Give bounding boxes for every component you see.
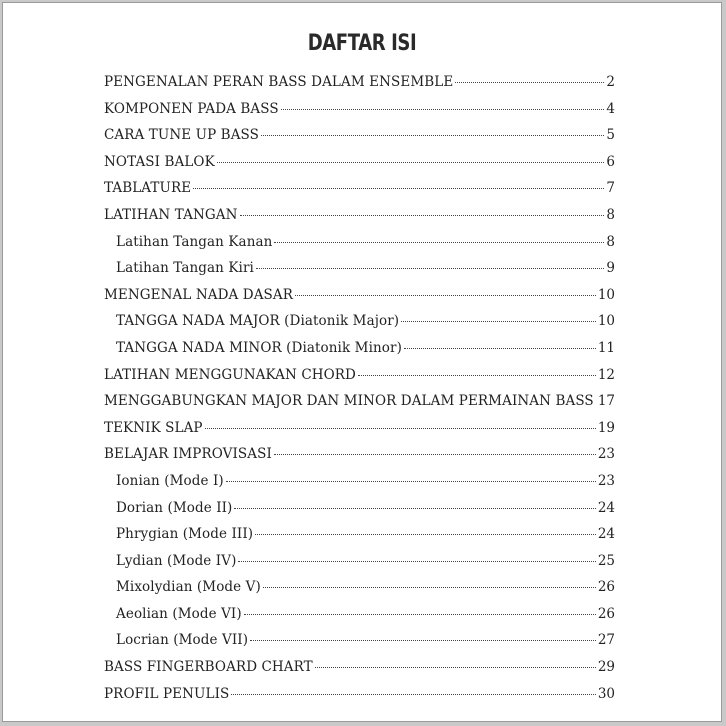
toc-entry-page-number: 29: [597, 659, 615, 676]
toc-entry[interactable]: [104, 415, 615, 442]
toc-entry-page-number: 5: [606, 127, 615, 144]
toc-entry[interactable]: [104, 175, 615, 202]
toc-entry-page-number: 23: [597, 446, 615, 463]
toc-entry[interactable]: [104, 69, 615, 96]
toc-entry-label: Lydian (Mode IV): [116, 552, 237, 569]
toc-entry[interactable]: [104, 96, 615, 123]
toc-entry-label: LATIHAN TANGAN: [104, 206, 238, 223]
toc-entry[interactable]: [104, 362, 615, 389]
dot-leader: [234, 508, 595, 509]
toc-entry-page-number: 30: [597, 685, 615, 702]
dot-leader: [205, 428, 596, 429]
toc-entry-page-number: 11: [597, 339, 615, 356]
toc-entry[interactable]: [104, 468, 615, 495]
dot-leader: [193, 188, 604, 189]
dot-leader: [255, 534, 596, 535]
dot-leader: [238, 561, 595, 562]
toc-entry[interactable]: [104, 495, 615, 522]
toc-entry[interactable]: [104, 521, 615, 548]
dot-leader: [401, 321, 596, 322]
dot-leader: [244, 614, 596, 615]
toc-entry-page-number: 25: [597, 552, 615, 569]
toc-entry[interactable]: [104, 308, 615, 335]
toc-entry-label: TABLATURE: [104, 180, 192, 197]
toc-entry-label: MENGGABUNGKAN MAJOR DAN MINOR DALAM PERMAINAN BASS: [104, 393, 594, 410]
toc-entry-label: Ionian (Mode I): [116, 472, 224, 489]
dot-leader: [263, 587, 596, 588]
toc-entry-label: BASS FINGERBOARD CHART: [104, 659, 313, 676]
dot-leader: [231, 694, 595, 695]
toc-entry-label: Mixolydian (Mode V): [116, 579, 261, 596]
toc-entry[interactable]: [104, 122, 615, 149]
toc-entry[interactable]: [104, 202, 615, 229]
toc-entry-page-number: 10: [597, 313, 615, 330]
toc-entry-label: Phrygian (Mode III): [116, 526, 254, 543]
toc-entry[interactable]: [104, 282, 615, 309]
toc-entry-page-number: 17: [597, 393, 615, 410]
toc-entry-label: Latihan Tangan Kanan: [116, 233, 273, 250]
toc-entry-page-number: 24: [597, 526, 615, 543]
toc-entry-label: Latihan Tangan Kiri: [116, 260, 254, 277]
dot-leader: [358, 375, 596, 376]
toc-entry-page-number: 26: [597, 605, 615, 622]
dot-leader: [250, 640, 596, 641]
toc-entry[interactable]: [104, 627, 615, 654]
toc-entry-label: NOTASI BALOK: [104, 153, 215, 170]
table-of-contents: [104, 69, 615, 707]
toc-entry[interactable]: [104, 441, 615, 468]
toc-entry[interactable]: [104, 149, 615, 176]
dot-leader: [240, 215, 605, 216]
toc-entry-label: PENGENALAN PERAN BASS DALAM ENSEMBLE: [104, 74, 454, 90]
page-title: DAFTAR ISI: [307, 31, 417, 56]
toc-entry-label: Dorian (Mode II): [116, 499, 233, 516]
dot-leader: [274, 242, 604, 243]
dot-leader: [295, 295, 596, 296]
toc-entry[interactable]: [104, 255, 615, 282]
dot-leader: [274, 454, 596, 455]
toc-entry-label: KOMPONEN PADA BASS: [104, 100, 279, 117]
toc-entry[interactable]: [104, 654, 615, 681]
toc-entry[interactable]: [104, 229, 615, 256]
toc-entry[interactable]: [104, 601, 615, 628]
toc-entry[interactable]: [104, 335, 615, 362]
toc-entry[interactable]: [104, 574, 615, 601]
toc-entry-page-number: 8: [606, 233, 615, 250]
toc-entry-page-number: 9: [606, 260, 615, 277]
toc-entry-page-number: 24: [597, 499, 615, 516]
dot-leader: [281, 109, 605, 110]
toc-entry[interactable]: [104, 681, 615, 708]
dot-leader: [217, 162, 605, 163]
dot-leader: [256, 268, 604, 269]
dot-leader: [404, 348, 596, 349]
toc-entry-page-number: 23: [597, 472, 615, 489]
dot-leader: [226, 481, 596, 482]
toc-entry-page-number: 26: [597, 579, 615, 596]
toc-entry[interactable]: [104, 388, 615, 415]
toc-entry-page-number: 10: [597, 286, 615, 303]
toc-entry-label: Aeolian (Mode VI): [116, 605, 242, 622]
toc-entry-label: TANGGA NADA MAJOR (Diatonik Major): [116, 313, 400, 330]
toc-entry-label: TEKNIK SLAP: [104, 419, 203, 436]
toc-entry-page-number: 2: [606, 74, 615, 90]
toc-entry-label: BELAJAR IMPROVISASI: [104, 446, 272, 463]
toc-entry-page-number: 7: [606, 180, 615, 197]
dot-leader: [261, 135, 604, 136]
toc-entry[interactable]: [104, 548, 615, 575]
toc-entry-label: LATIHAN MENGGUNAKAN CHORD: [104, 366, 356, 383]
document-page: [2, 2, 722, 722]
toc-entry-page-number: 4: [606, 100, 615, 117]
toc-entry-page-number: 6: [606, 153, 615, 170]
toc-entry-label: CARA TUNE UP BASS: [104, 127, 260, 144]
toc-entry-label: MENGENAL NADA DASAR: [104, 286, 294, 303]
toc-entry-page-number: 12: [597, 366, 615, 383]
toc-entry-page-number: 27: [597, 632, 615, 649]
toc-entry-label: TANGGA NADA MINOR (Diatonik Minor): [116, 339, 402, 356]
toc-entry-page-number: 19: [597, 419, 615, 436]
toc-entry-label: PROFIL PENULIS: [104, 685, 230, 702]
dot-leader: [315, 667, 596, 668]
toc-entry-page-number: 8: [606, 206, 615, 223]
toc-entry-label: Locrian (Mode VII): [116, 632, 249, 649]
dot-leader: [455, 82, 604, 83]
